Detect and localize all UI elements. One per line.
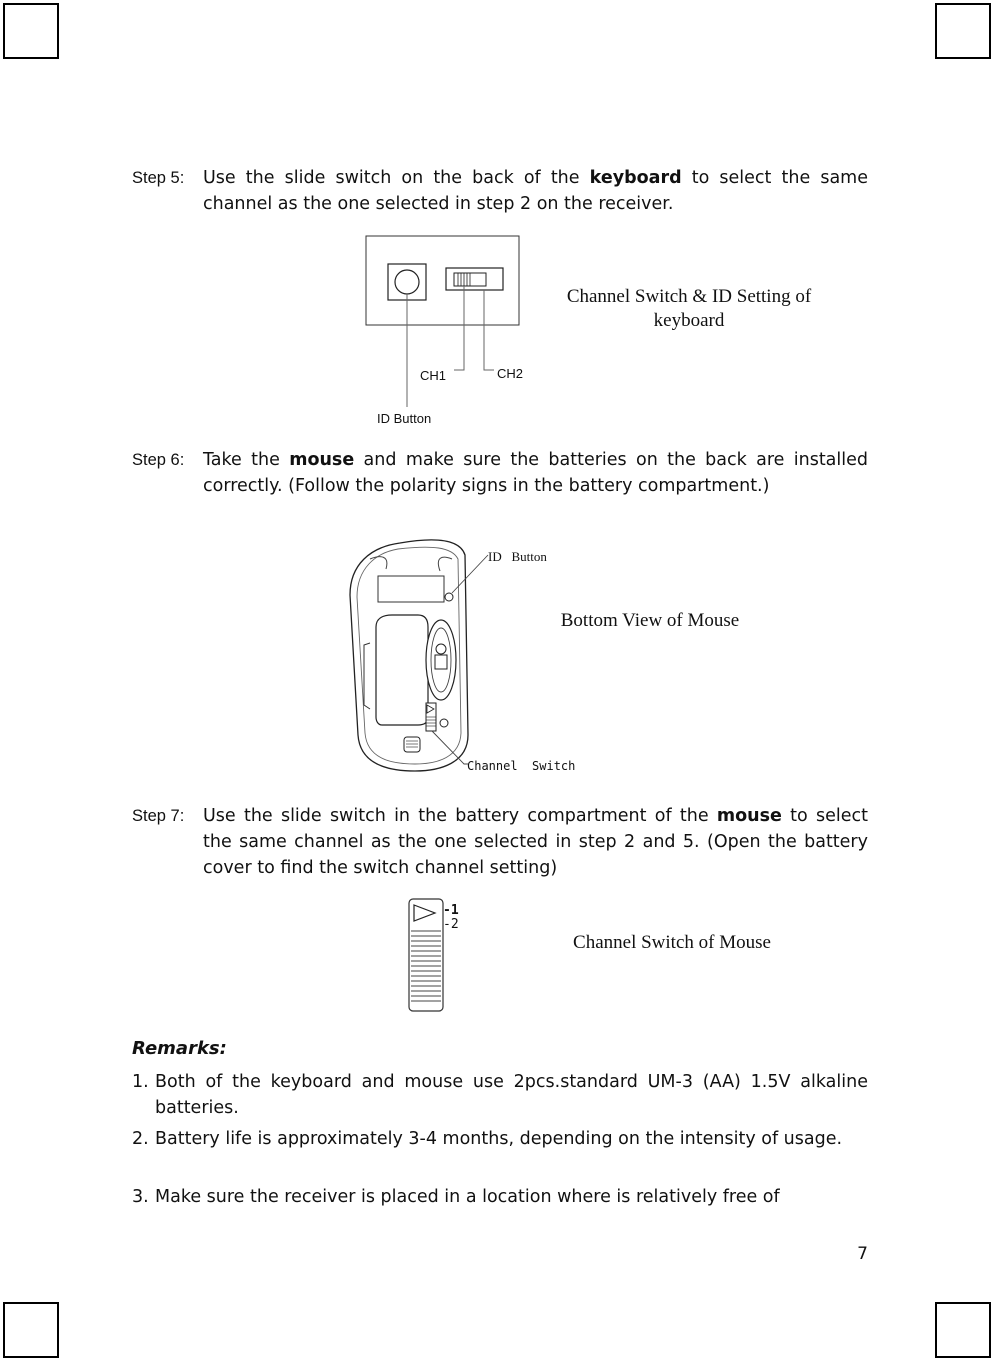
keyboard-figure-caption: Channel Switch & ID Setting of keyboard <box>566 286 812 331</box>
mouse-figure-caption: Bottom View of Mouse <box>560 610 740 631</box>
switch-position-1: -1 <box>443 903 459 918</box>
step-text: Take the mouse and make sure the batteries on the back are installed correctly. (Follow the polarity signs in the battery compartment.) <box>203 450 869 496</box>
switch-position-2: -2 <box>443 917 459 932</box>
remark-item: 2. Battery life is approximately 3-4 months, depending on the intensity of usage. <box>132 1129 843 1149</box>
step-label: Step 7: <box>132 807 185 825</box>
keyboard-switch-diagram <box>360 230 530 420</box>
page-number: 7 <box>857 1244 868 1264</box>
step-7 <box>132 803 868 881</box>
step-6 <box>132 447 868 499</box>
step-text: Use the slide switch in the battery compartment of the mouse to select the same channel as the one selected in step 2 and 5. (Open the battery cover to find the switch channel setting) <box>203 806 868 878</box>
id-button-label: ID Button <box>377 411 432 426</box>
remarks-heading: Remarks: <box>132 1038 227 1059</box>
corner-mark-top-left <box>3 3 59 59</box>
ch2-label: CH2 <box>497 366 524 381</box>
corner-mark-top-right <box>935 3 991 59</box>
remark-item: 3. Make sure the receiver is placed in a location where is relatively free of <box>132 1187 780 1207</box>
corner-mark-bottom-left <box>3 1302 59 1358</box>
remark-item: 1. Both of the keyboard and mouse use 2pcs.standard UM-3 (AA) 1.5V alkaline batteries. <box>132 1072 868 1118</box>
corner-mark-bottom-right <box>935 1302 991 1358</box>
mouse-switch-caption: Channel Switch of Mouse <box>573 932 771 953</box>
mouse-id-button-label: ID Button <box>488 549 547 564</box>
step-label: Step 6: <box>132 451 185 469</box>
step-label: Step 5: <box>132 169 185 187</box>
ch1-label: CH1 <box>420 368 447 383</box>
mouse-bottom-diagram <box>340 535 590 780</box>
mouse-channel-switch-diagram <box>405 895 475 1015</box>
step-5 <box>132 165 868 217</box>
step-text: Use the slide switch on the back of the keyboard to select the same channel as the one selected in step 2 on the receiver. <box>203 168 868 214</box>
mouse-channel-switch-label: Channel Switch <box>467 759 576 773</box>
